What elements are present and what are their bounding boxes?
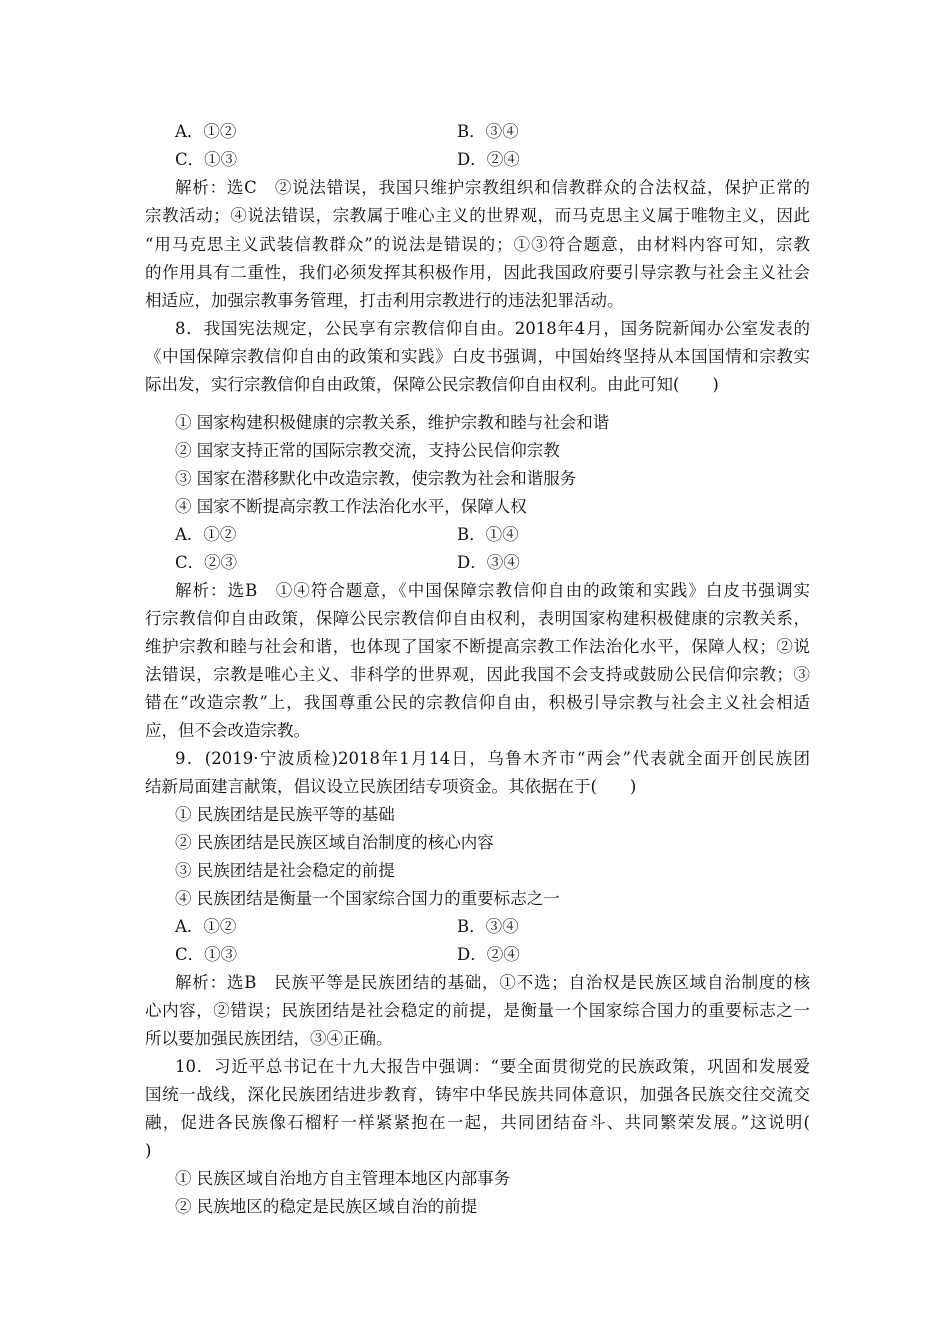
q7-options-row-1 — [175, 118, 810, 146]
q8-option-a: A．①② — [175, 525, 237, 544]
q9-options-row-2 — [175, 941, 810, 969]
q8-item: ② 国家支持正常的国际宗教交流，支持公民信仰宗教 — [175, 441, 560, 460]
q9-stem-line: 9．(2019·宁波质检)2018年1月14日，乌鲁木齐市“两会”代表就全面开创民族团 — [175, 749, 810, 768]
q9-options-row-1 — [175, 913, 810, 941]
q7-analysis-line: “用马克思主义武装信教群众”的说法是错误的；①③符合题意，由材料内容可知，宗教 — [145, 235, 810, 254]
q7-analysis-line: 相适应，加强宗教事务管理，打击利用宗教进行的违法犯罪活动。 — [145, 291, 624, 310]
q8-options-row-2 — [175, 549, 810, 577]
q7-option-a: A．①② — [175, 122, 237, 141]
q9-option-a: A．①② — [175, 917, 237, 936]
q7-option-c: C．①③ — [175, 150, 238, 169]
q10-stem-line: 10．习近平总书记在十九大报告中强调：“要全面贯彻党的民族政策，巩固和发展爱 — [175, 1057, 810, 1076]
q7-analysis-line: 解析：选C ②说法错误，我国只维护宗教组织和信教群众的合法权益，保护正常的 — [175, 178, 810, 197]
q9-option-b: B．③④ — [457, 917, 519, 936]
q8-item: ③ 国家在潜移默化中改造宗教，使宗教为社会和谐服务 — [175, 469, 577, 488]
q8-stem-line: 《中国保障宗教信仰自由的政策和实践》白皮书强调，中国始终坚持从本国国情和宗教实 — [145, 347, 810, 366]
q7-analysis-line: 宗教活动；④说法错误，宗教属于唯心主义的世界观，而马克思主义属于唯物主义，因此 — [145, 206, 810, 225]
q9-item: ① 民族团结是民族平等的基础 — [175, 805, 395, 824]
q7-option-d: D．②④ — [457, 150, 520, 169]
q8-analysis-line: 法错误，宗教是唯心主义、非科学的世界观，因此我国不会支持或鼓励公民信仰宗教；③ — [145, 665, 810, 684]
q8-option-d: D．③④ — [457, 553, 520, 572]
q9-analysis-line: 所以要加强民族团结，③④正确。 — [145, 1029, 393, 1048]
q8-option-c: C．②③ — [175, 553, 238, 572]
q8-analysis-line: 应，但不会改造宗教。 — [145, 721, 310, 740]
q8-analysis-line: 维护宗教和睦与社会和谐，也体现了国家不断提高宗教工作法治化水平，保障人权；②说 — [145, 637, 810, 656]
q8-item: ④ 国家不断提高宗教工作法治化水平，保障人权 — [175, 497, 527, 516]
q10-item: ② 民族地区的稳定是民族区域自治的前提 — [175, 1197, 478, 1216]
q10-stem-line: ) — [145, 1141, 152, 1160]
q8-analysis-line: 错在“改造宗教”上，我国尊重公民的宗教信仰自由，积极引导宗教与社会主义社会相适 — [145, 693, 810, 712]
q7-analysis-line: 的作用具有二重性，我们必须发挥其积极作用，因此我国政府要引导宗教与社会主义社会 — [145, 263, 810, 282]
q9-stem-line: 结新局面建言献策，倡议设立民族团结专项资金。其依据在于( ) — [145, 777, 637, 796]
q8-analysis-line: 解析：选B ①④符合题意，《中国保障宗教信仰自由的政策和实践》白皮书强调实 — [175, 581, 810, 600]
q9-analysis-line: 解析：选B 民族平等是民族团结的基础，①不选；自治权是民族区域自治制度的核 — [175, 973, 810, 992]
q8-analysis-line: 行宗教信仰自由政策，保障公民宗教信仰自由权利，表明国家构建积极健康的宗教关系， — [145, 609, 810, 628]
q8-option-b: B．①④ — [457, 525, 519, 544]
q7-option-b: B．③④ — [457, 122, 519, 141]
q9-analysis-line: 心内容，②错误；民族团结是社会稳定的前提，是衡量一个国家综合国力的重要标志之一 — [145, 1001, 810, 1020]
q7-options-row-2 — [175, 146, 810, 174]
q9-item: ③ 民族团结是社会稳定的前提 — [175, 861, 395, 880]
q10-stem-line: 国统一战线，深化民族团结进步教育，铸牢中华民族共同体意识，加强各民族交往交流交 — [145, 1085, 810, 1104]
q8-options-row-1 — [175, 521, 810, 549]
q8-item: ① 国家构建积极健康的宗教关系，维护宗教和睦与社会和谐 — [175, 413, 610, 432]
q9-option-c: C．①③ — [175, 945, 238, 964]
q9-item: ② 民族团结是民族区域自治制度的核心内容 — [175, 833, 494, 852]
q8-stem-line: 8．我国宪法规定，公民享有宗教信仰自由。2018年4月，国务院新闻办公室发表的 — [175, 319, 810, 338]
q8-stem-line: 际出发，实行宗教信仰自由政策，保障公民宗教信仰自由权利。由此可知( ) — [145, 375, 719, 394]
q10-stem-line: 融，促进各民族像石榴籽一样紧紧抱在一起，共同团结奋斗、共同繁荣发展。”这说明( — [145, 1113, 810, 1132]
q10-item: ① 民族区域自治地方自主管理本地区内部事务 — [175, 1169, 511, 1188]
q9-option-d: D．②④ — [457, 945, 520, 964]
q9-item: ④ 民族团结是衡量一个国家综合国力的重要标志之一 — [175, 889, 560, 908]
